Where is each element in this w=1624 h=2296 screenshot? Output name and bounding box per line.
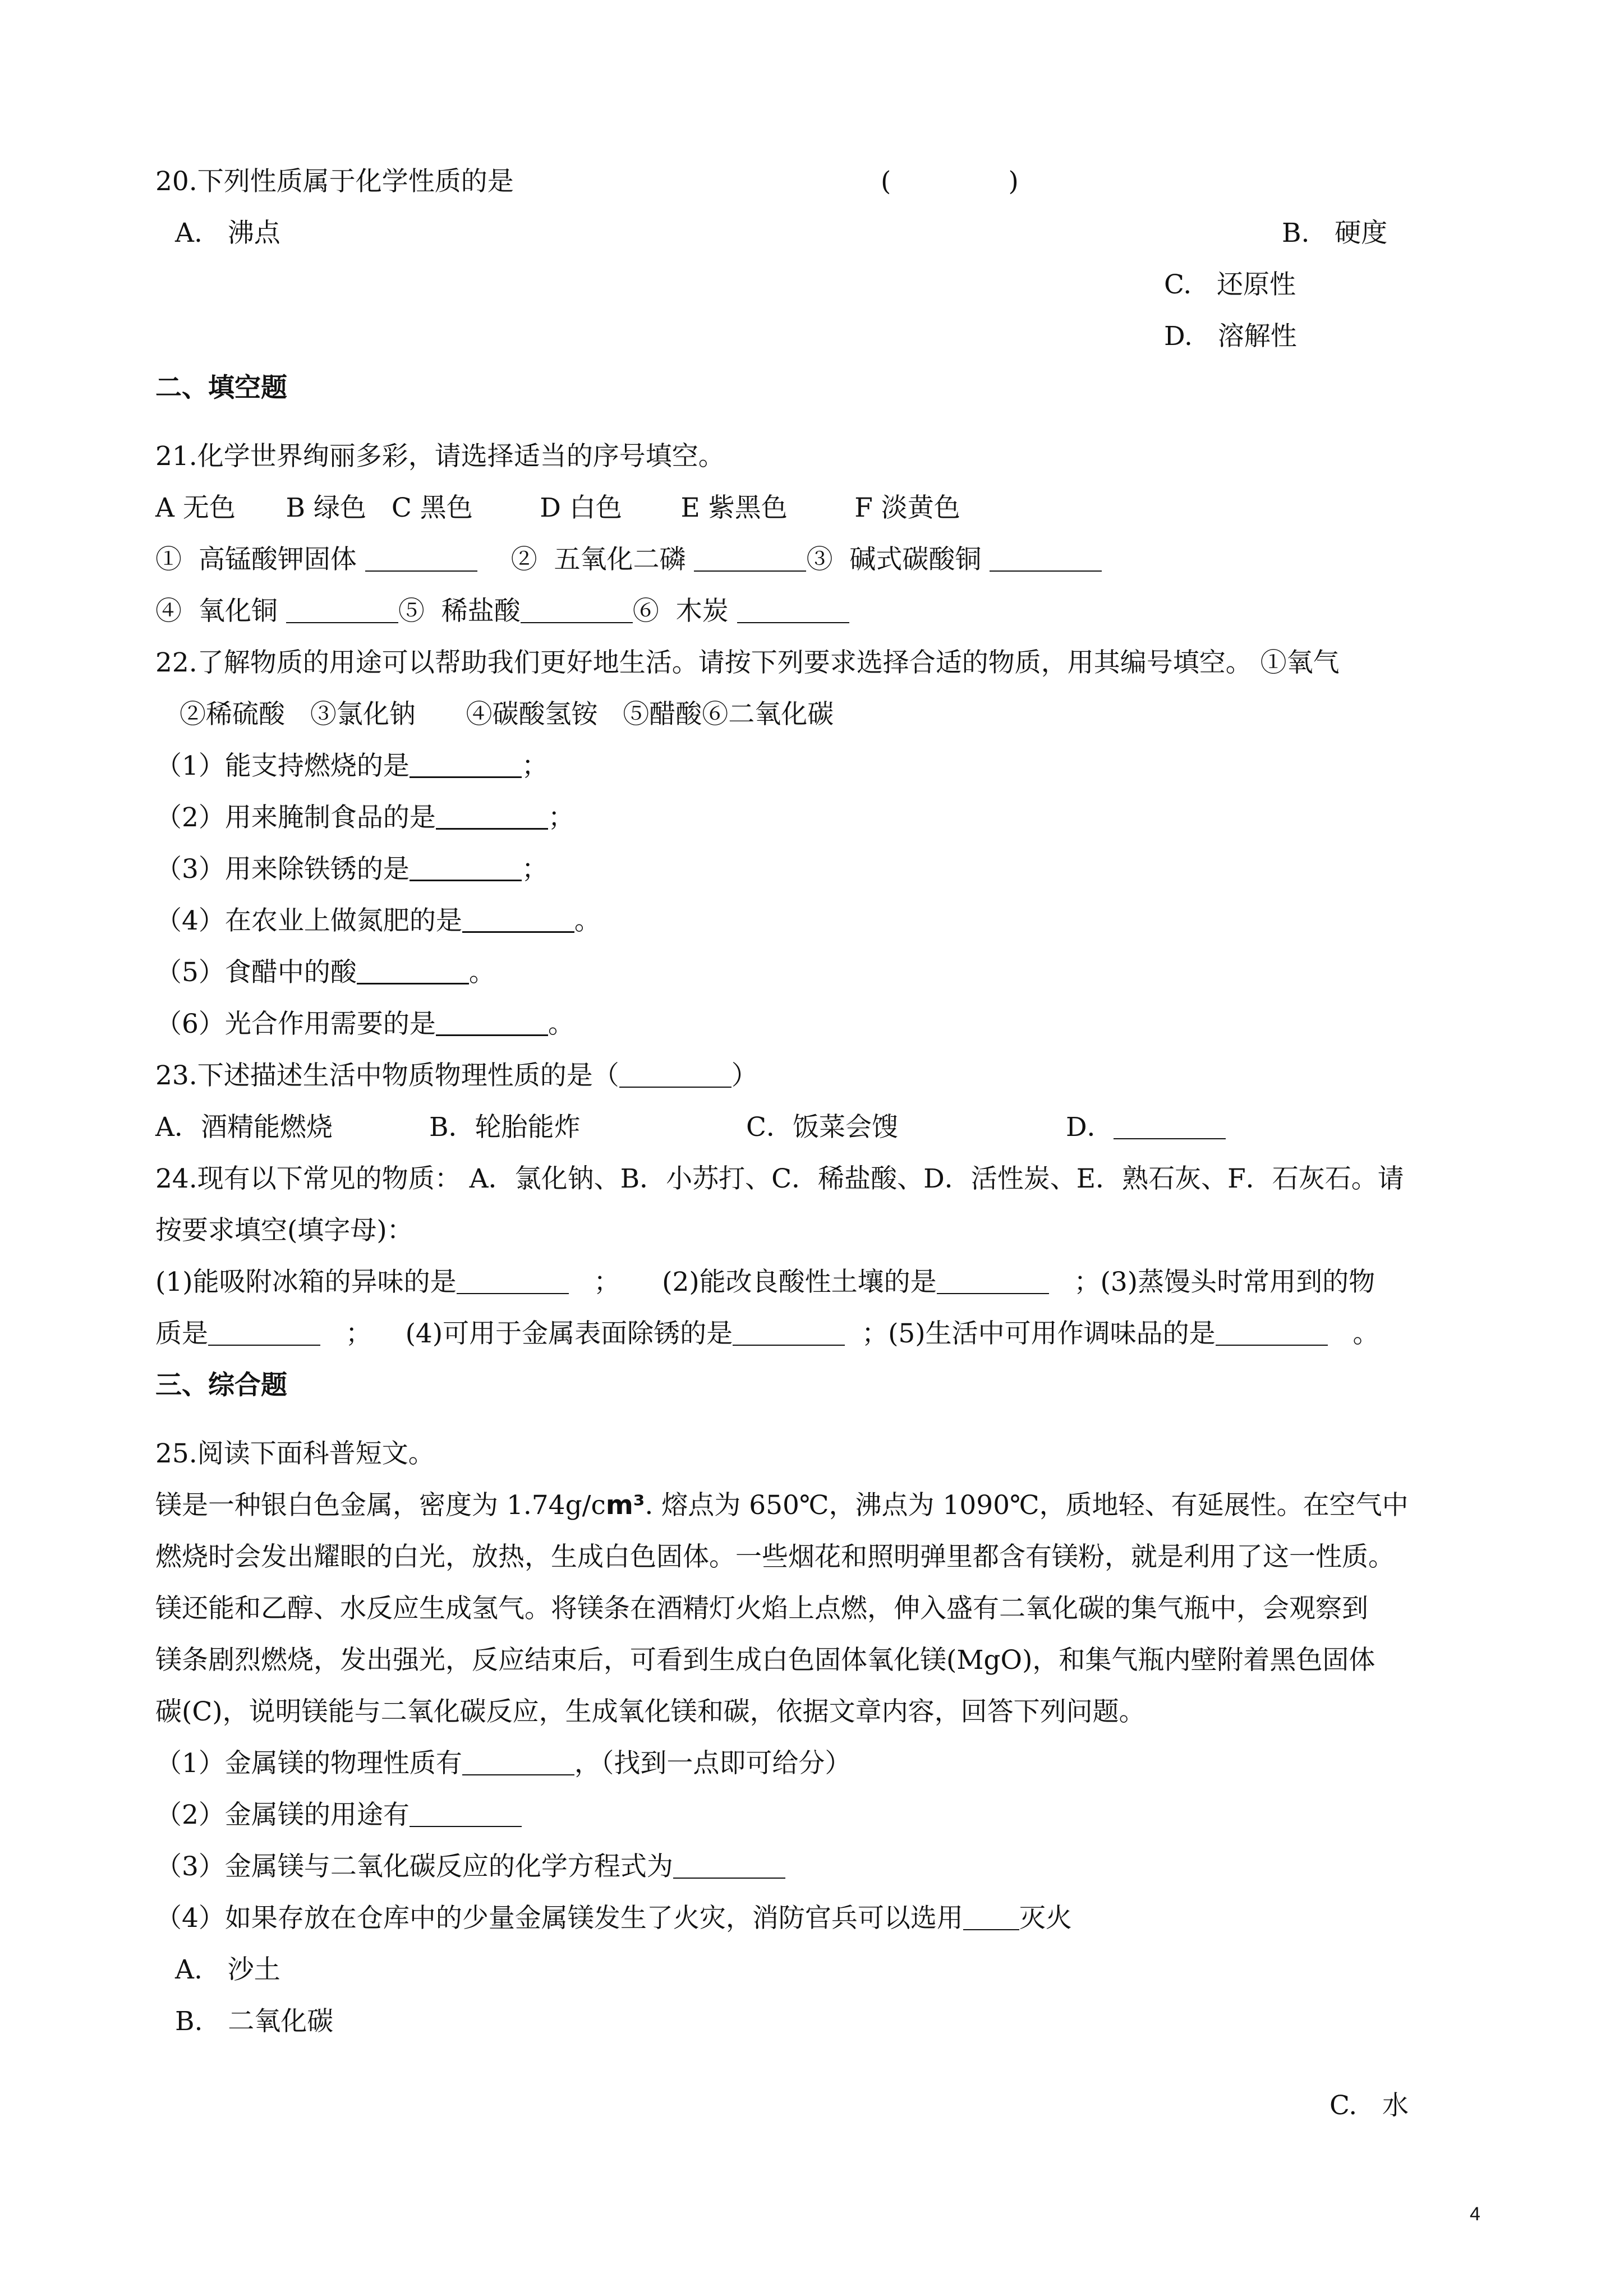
answer-blank[interactable] [673, 1855, 785, 1879]
q21-item-1: ① 高锰酸钾固体 [155, 544, 357, 575]
q23-option-c: C．饭菜会馊 [746, 1112, 898, 1143]
q21-color-options: A 无色 B 绿色 C 黑色 D 白色 E 紫黑色 F 淡黄色 [155, 493, 960, 523]
q25-sub-2 [155, 1802, 522, 1828]
answer-blank[interactable] [737, 600, 849, 623]
answer-blank[interactable] [619, 1064, 732, 1088]
close-paren: ） [731, 1060, 758, 1091]
answer-blank[interactable] [436, 806, 548, 830]
q21-item-5: ⑤ 稀盐酸 [398, 596, 521, 627]
q22-sub-1 [155, 753, 548, 779]
q25-sub-3-text: （3）金属镁与二氧化碳反应的化学方程式为 [155, 1851, 673, 1882]
answer-blank[interactable] [410, 857, 522, 881]
q25-para-4: 镁条剧烈燃烧，发出强光，反应结束后，可看到生成白色固体氧化镁(MgO)，和集气瓶内壁附着黑色固体 [155, 1645, 1375, 1676]
q20-option-b: B. 硬度 [1282, 218, 1388, 249]
q25-para-5: 碳(C)，说明镁能与二氧化碳反应，生成氧化镁和碳，依据文章内容，回答下列问题。 [155, 1696, 1145, 1727]
q21-item-2: ② 五氧化二磷 [510, 544, 686, 575]
q25-para-1 [155, 1492, 1409, 1519]
answer-blank[interactable] [357, 960, 469, 984]
q24-line-1: 24.现有以下常见的物质： A．氯化钠、B．小苏打、C．稀盐酸、D．活性炭、E．熟石灰、F．石灰石。请 [155, 1163, 1404, 1194]
answer-blank[interactable] [694, 548, 806, 572]
q23-option-b: B．轮胎能炸 [429, 1112, 581, 1143]
answer-blank[interactable] [286, 600, 398, 623]
page-number: 4 [1470, 2203, 1480, 2225]
answer-blank[interactable] [462, 909, 574, 933]
q25-option-b: B. 二氧化碳 [175, 2006, 334, 2037]
q25-sub-4 [155, 1903, 1072, 1934]
q23-stem-line [155, 1062, 758, 1089]
q24-line-2: 按要求填空(填字母)： [155, 1215, 413, 1246]
period: 。 [548, 1009, 574, 1039]
q24-part-2: (2)能改良酸性土壤的是 [662, 1267, 937, 1297]
q23-option-d [1066, 1112, 1226, 1143]
answer-blank[interactable] [733, 1322, 845, 1346]
q22-stem: 22.了解物质的用途可以帮助我们更好地生活。请按下列要求选择合适的物质，用其编号填空。 ①氧气 [155, 647, 1340, 678]
answer-blank[interactable] [937, 1271, 1049, 1294]
q25-sub-3 [155, 1853, 785, 1880]
q25-option-c: C. 水 [1329, 2090, 1409, 2121]
q22-sub-6-text: （6）光合作用需要的是 [155, 1009, 436, 1039]
q23-option-a: A．酒精能燃烧 [155, 1112, 333, 1143]
answer-blank[interactable] [410, 754, 522, 778]
period: 。 [468, 957, 495, 988]
q21-row-2 [155, 596, 849, 627]
q25-para-1b: . 熔点为 650℃，沸点为 1090℃，质地轻、有延展性。在空气中 [645, 1490, 1409, 1521]
q21-item-3: ③ 碱式碳酸铜 [806, 544, 982, 575]
period: 。 [574, 905, 601, 936]
answer-blank[interactable] [457, 1271, 569, 1294]
q22-sub-4 [155, 905, 601, 936]
semicolon: ； [862, 1318, 889, 1349]
q22-sub-2-text: （2）用来腌制食品的是 [155, 802, 436, 833]
q24-part-5: (5)生活中可用作调味品的是 [888, 1318, 1216, 1349]
q25-option-a: A. 沙土 [175, 1954, 280, 1985]
q25-para-3: 镁还能和乙醇、水反应生成氢气。将镁条在酒精灯火焰上点燃，伸入盛有二氧化碳的集气瓶中，会观察到 [155, 1593, 1368, 1624]
q24-line-3 [155, 1269, 1375, 1295]
q22-substances: ②稀硫酸 ③氯化钠 ④碳酸氢铵 ⑤醋酸⑥二氧化碳 [180, 699, 834, 730]
answer-blank[interactable] [990, 548, 1102, 572]
q24-part-3: (3)蒸馒头时常用到的物 [1100, 1267, 1375, 1297]
q21-row-1 [155, 546, 1102, 573]
q22-sub-5 [155, 959, 495, 986]
q21-stem: 21.化学世界绚丽多彩，请选择适当的序号填空。 [155, 441, 725, 472]
q20-option-c: C. 还原性 [1164, 269, 1296, 300]
q22-sub-3 [155, 854, 548, 885]
q20-option-a: A. 沸点 [175, 218, 280, 249]
q25-sub-2-text: （2）金属镁的用途有 [155, 1800, 410, 1830]
q25-sub-1-note: ，（找到一点即可给分） [574, 1748, 852, 1779]
answer-blank[interactable] [436, 1012, 548, 1036]
q25-para-1a: 镁是一种银白色金属，密度为 1.74g/c [155, 1490, 606, 1521]
semicolon: ； [594, 1267, 620, 1297]
q21-item-6: ⑥ 木炭 [632, 596, 729, 627]
q23-stem: 23.下述描述生活中物质物理性质的是（ [155, 1060, 619, 1091]
semicolon: ； [1074, 1267, 1101, 1297]
semicolon: ； [521, 751, 548, 781]
density-unit: m³ [605, 1490, 645, 1521]
semicolon: ； [521, 854, 548, 885]
q25-sub-4-text: （4）如果存放在仓库中的少量金属镁发生了火灾，消防官兵可以选用 [155, 1903, 963, 1934]
q20-option-d: D. 溶解性 [1164, 321, 1297, 352]
semicolon: ； [345, 1318, 372, 1349]
q25-sub-4-tail: 灭火 [1019, 1903, 1072, 1934]
q22-sub-5-text: （5）食醋中的酸 [155, 957, 357, 988]
q24-line-4 [155, 1320, 1379, 1347]
answer-blank[interactable] [1216, 1322, 1328, 1346]
q22-sub-2 [155, 804, 574, 831]
semicolon: ； [548, 802, 574, 833]
q24-part-4: (4)可用于金属表面除锈的是 [405, 1318, 733, 1349]
answer-blank[interactable] [462, 1752, 574, 1775]
q24-part-3-cont: 质是 [155, 1318, 208, 1349]
section-title-comprehensive: 三、综合题 [155, 1370, 287, 1401]
answer-blank[interactable] [208, 1322, 320, 1346]
q25-sub-1-text: （1）金属镁的物理性质有 [155, 1748, 462, 1779]
q25-sub-1 [155, 1750, 851, 1777]
q22-sub-6 [155, 1011, 574, 1037]
q22-sub-3-text: （3）用来除铁锈的是 [155, 854, 410, 885]
q23-option-d-label: D． [1066, 1112, 1114, 1143]
answer-blank[interactable] [1114, 1116, 1226, 1139]
answer-blank[interactable] [410, 1803, 522, 1827]
q25-para-2: 燃烧时会发出耀眼的白光，放热，生成白色固体。一些烟花和照明弹里都含有镁粉，就是利用了这一性质。 [155, 1542, 1395, 1572]
answer-blank[interactable] [521, 600, 633, 623]
q22-sub-1-text: （1）能支持燃烧的是 [155, 751, 410, 781]
q20-answer-paren: ( ) [881, 166, 1019, 197]
q24-part-1: (1)能吸附冰箱的异味的是 [155, 1267, 457, 1297]
q25-stem: 25.阅读下面科普短文。 [155, 1438, 435, 1469]
q20-stem: 20.下列性质属于化学性质的是 [155, 166, 514, 197]
answer-blank[interactable] [365, 548, 477, 572]
q21-item-4: ④ 氧化铜 [155, 596, 278, 627]
section-title-fill-in: 二、填空题 [155, 372, 287, 403]
q22-sub-4-text: （4）在农业上做氮肥的是 [155, 905, 462, 936]
period: 。 [1352, 1318, 1379, 1349]
answer-blank[interactable] [963, 1907, 1019, 1930]
